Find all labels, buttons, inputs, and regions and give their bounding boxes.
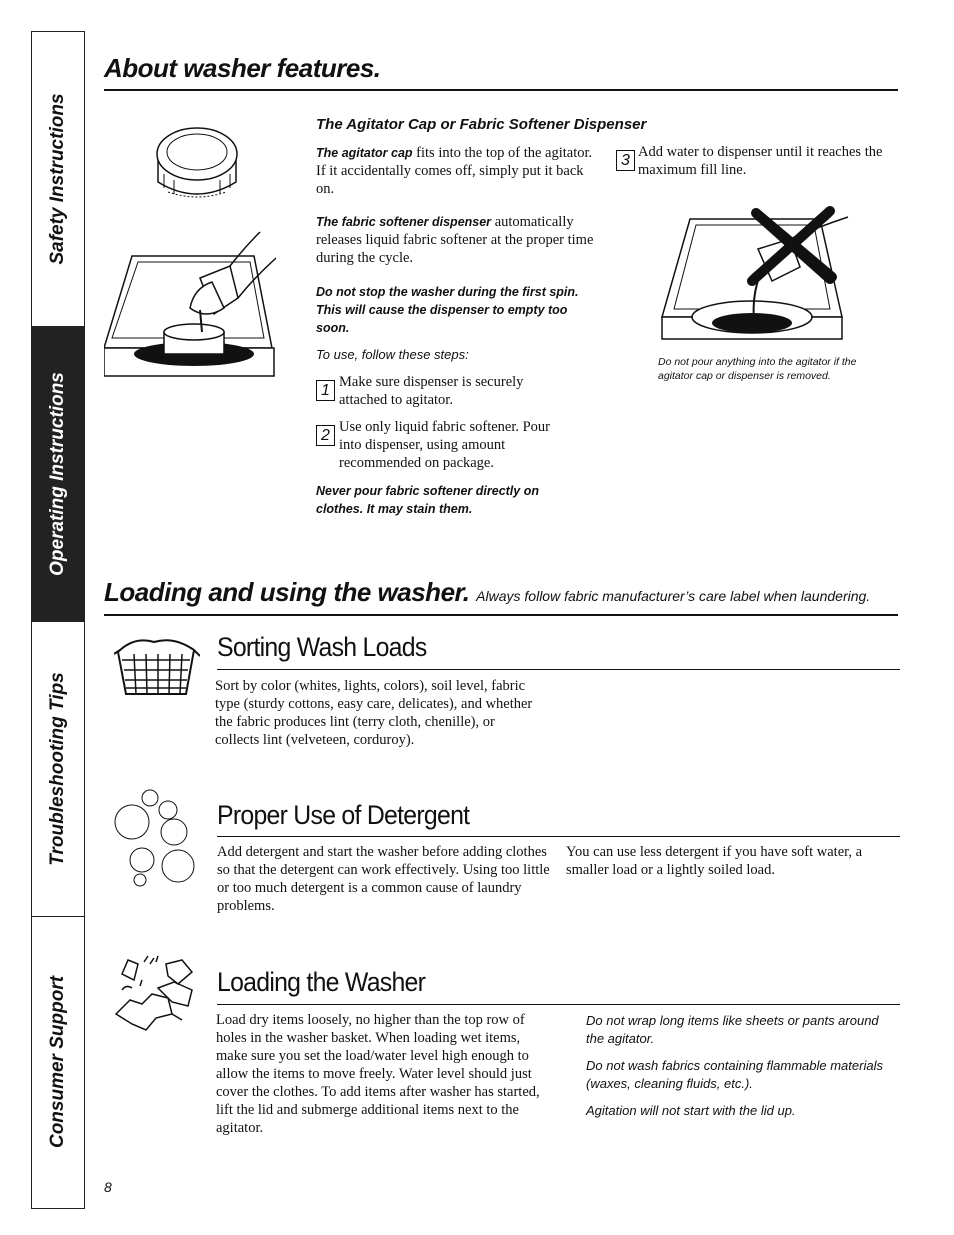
page-title: About washer features. (104, 53, 381, 83)
detergent-bubbles-icon (112, 788, 198, 888)
step-number-2: 2 (316, 425, 335, 446)
tab-troubleshooting-tips[interactable] (32, 622, 84, 917)
section-sidebar (31, 31, 85, 1209)
do-not-pour-illustration (660, 205, 852, 351)
loading-washer-rule (217, 1004, 900, 1005)
tab-label: Consumer Support (47, 975, 68, 1149)
tab-label: Troubleshooting Tips (47, 672, 68, 866)
first-spin-warning: Do not stop the washer during the first spin. This will cause the dispenser to empty too soon. (316, 285, 579, 335)
tab-label: Operating Instructions (47, 372, 68, 576)
pouring-softener-illustration (104, 228, 276, 380)
sorting-text: Sort by color (whites, lights, colors), soil level, fabric type (sturdy cottons, easy care, delicates), and whether the fabric produces lint (terry cloth, chenille), or collects lint (velveteen, corduroy). (215, 678, 533, 748)
step-number-3: 3 (616, 150, 635, 171)
dispenser-term: The fabric softener dispenser (316, 215, 492, 229)
note-lid-up: Agitation will not start with the lid up. (586, 1103, 796, 1118)
note-flammable: Do not wash fabrics containing flammable materials (waxes, cleaning fluids, etc.). (586, 1058, 883, 1091)
do-not-pour-caption: Do not pour anything into the agitator if the agitator cap or dispenser is removed. (658, 356, 857, 382)
dispenser-text: automatically releases liquid fabric softener at the proper time during the cycle. (316, 214, 594, 266)
step-text-2: Use only liquid fabric softener. Pour into dispenser, using amount recommended on package. (339, 419, 551, 471)
title-rule (104, 89, 898, 91)
step-text-3: Add water to dispenser until it reaches the maximum fill line. (638, 144, 883, 178)
steps-intro: To use, follow these steps: (316, 347, 469, 362)
detergent-text-2: You can use less detergent if you have soft water, a smaller load or a lightly soiled load. (566, 844, 863, 878)
dispenser-subtitle: The Agitator Cap or Fabric Softener Dispenser (316, 116, 647, 133)
tab-label: Safety Instructions (47, 93, 68, 265)
tab-consumer-support[interactable] (32, 917, 84, 1207)
agitator-cap-paragraph (316, 144, 598, 198)
loading-rule (104, 614, 898, 616)
loading-section-title (104, 577, 870, 608)
sorting-rule (217, 669, 900, 670)
never-pour-warning: Never pour fabric softener directly on clothes. It may stain them. (316, 484, 539, 516)
agitator-cap-illustration (150, 122, 244, 206)
loading-tagline: Always follow fabric manufacturer’s care label when laundering. (476, 588, 871, 604)
tab-safety-instructions[interactable] (32, 32, 84, 327)
sorting-heading: Sorting Wash Loads (217, 632, 427, 662)
loading-washer-heading: Loading the Washer (217, 967, 426, 997)
note-wrap-items: Do not wrap long items like sheets or pants around the agitator. (586, 1013, 879, 1046)
detergent-text: Add detergent and start the washer before adding clothes so that the detergent can work effectively. Using too little or too much detergent is a common cause of laundry problems. (217, 844, 550, 914)
loading-title: Loading and using the washer. (104, 577, 470, 607)
clothes-pile-icon (112, 954, 198, 1032)
step-number-1: 1 (316, 380, 335, 401)
detergent-rule (217, 836, 900, 837)
loading-washer-text: Load dry items loosely, no higher than the top row of holes in the washer basket. When loading wet items, make sure you set the load/water level high enough to allow the items to move freely. Water level should just cover the clothes. To add items after washer has started, lift the lid and submerge additional items next to the agitator. (216, 1012, 540, 1136)
agitator-cap-term: The agitator cap (316, 146, 413, 160)
detergent-heading: Proper Use of Detergent (217, 800, 470, 830)
laundry-basket-icon (114, 636, 200, 700)
agitator-cap-text: fits into the top of the agitator. If it accidentally comes off, simply put it back on. (316, 145, 593, 197)
tab-operating-instructions[interactable] (32, 327, 84, 622)
step-text-1: Make sure dispenser is securely attached to agitator. (339, 374, 524, 408)
page-number: 8 (104, 1179, 112, 1195)
dispenser-paragraph (316, 213, 598, 267)
